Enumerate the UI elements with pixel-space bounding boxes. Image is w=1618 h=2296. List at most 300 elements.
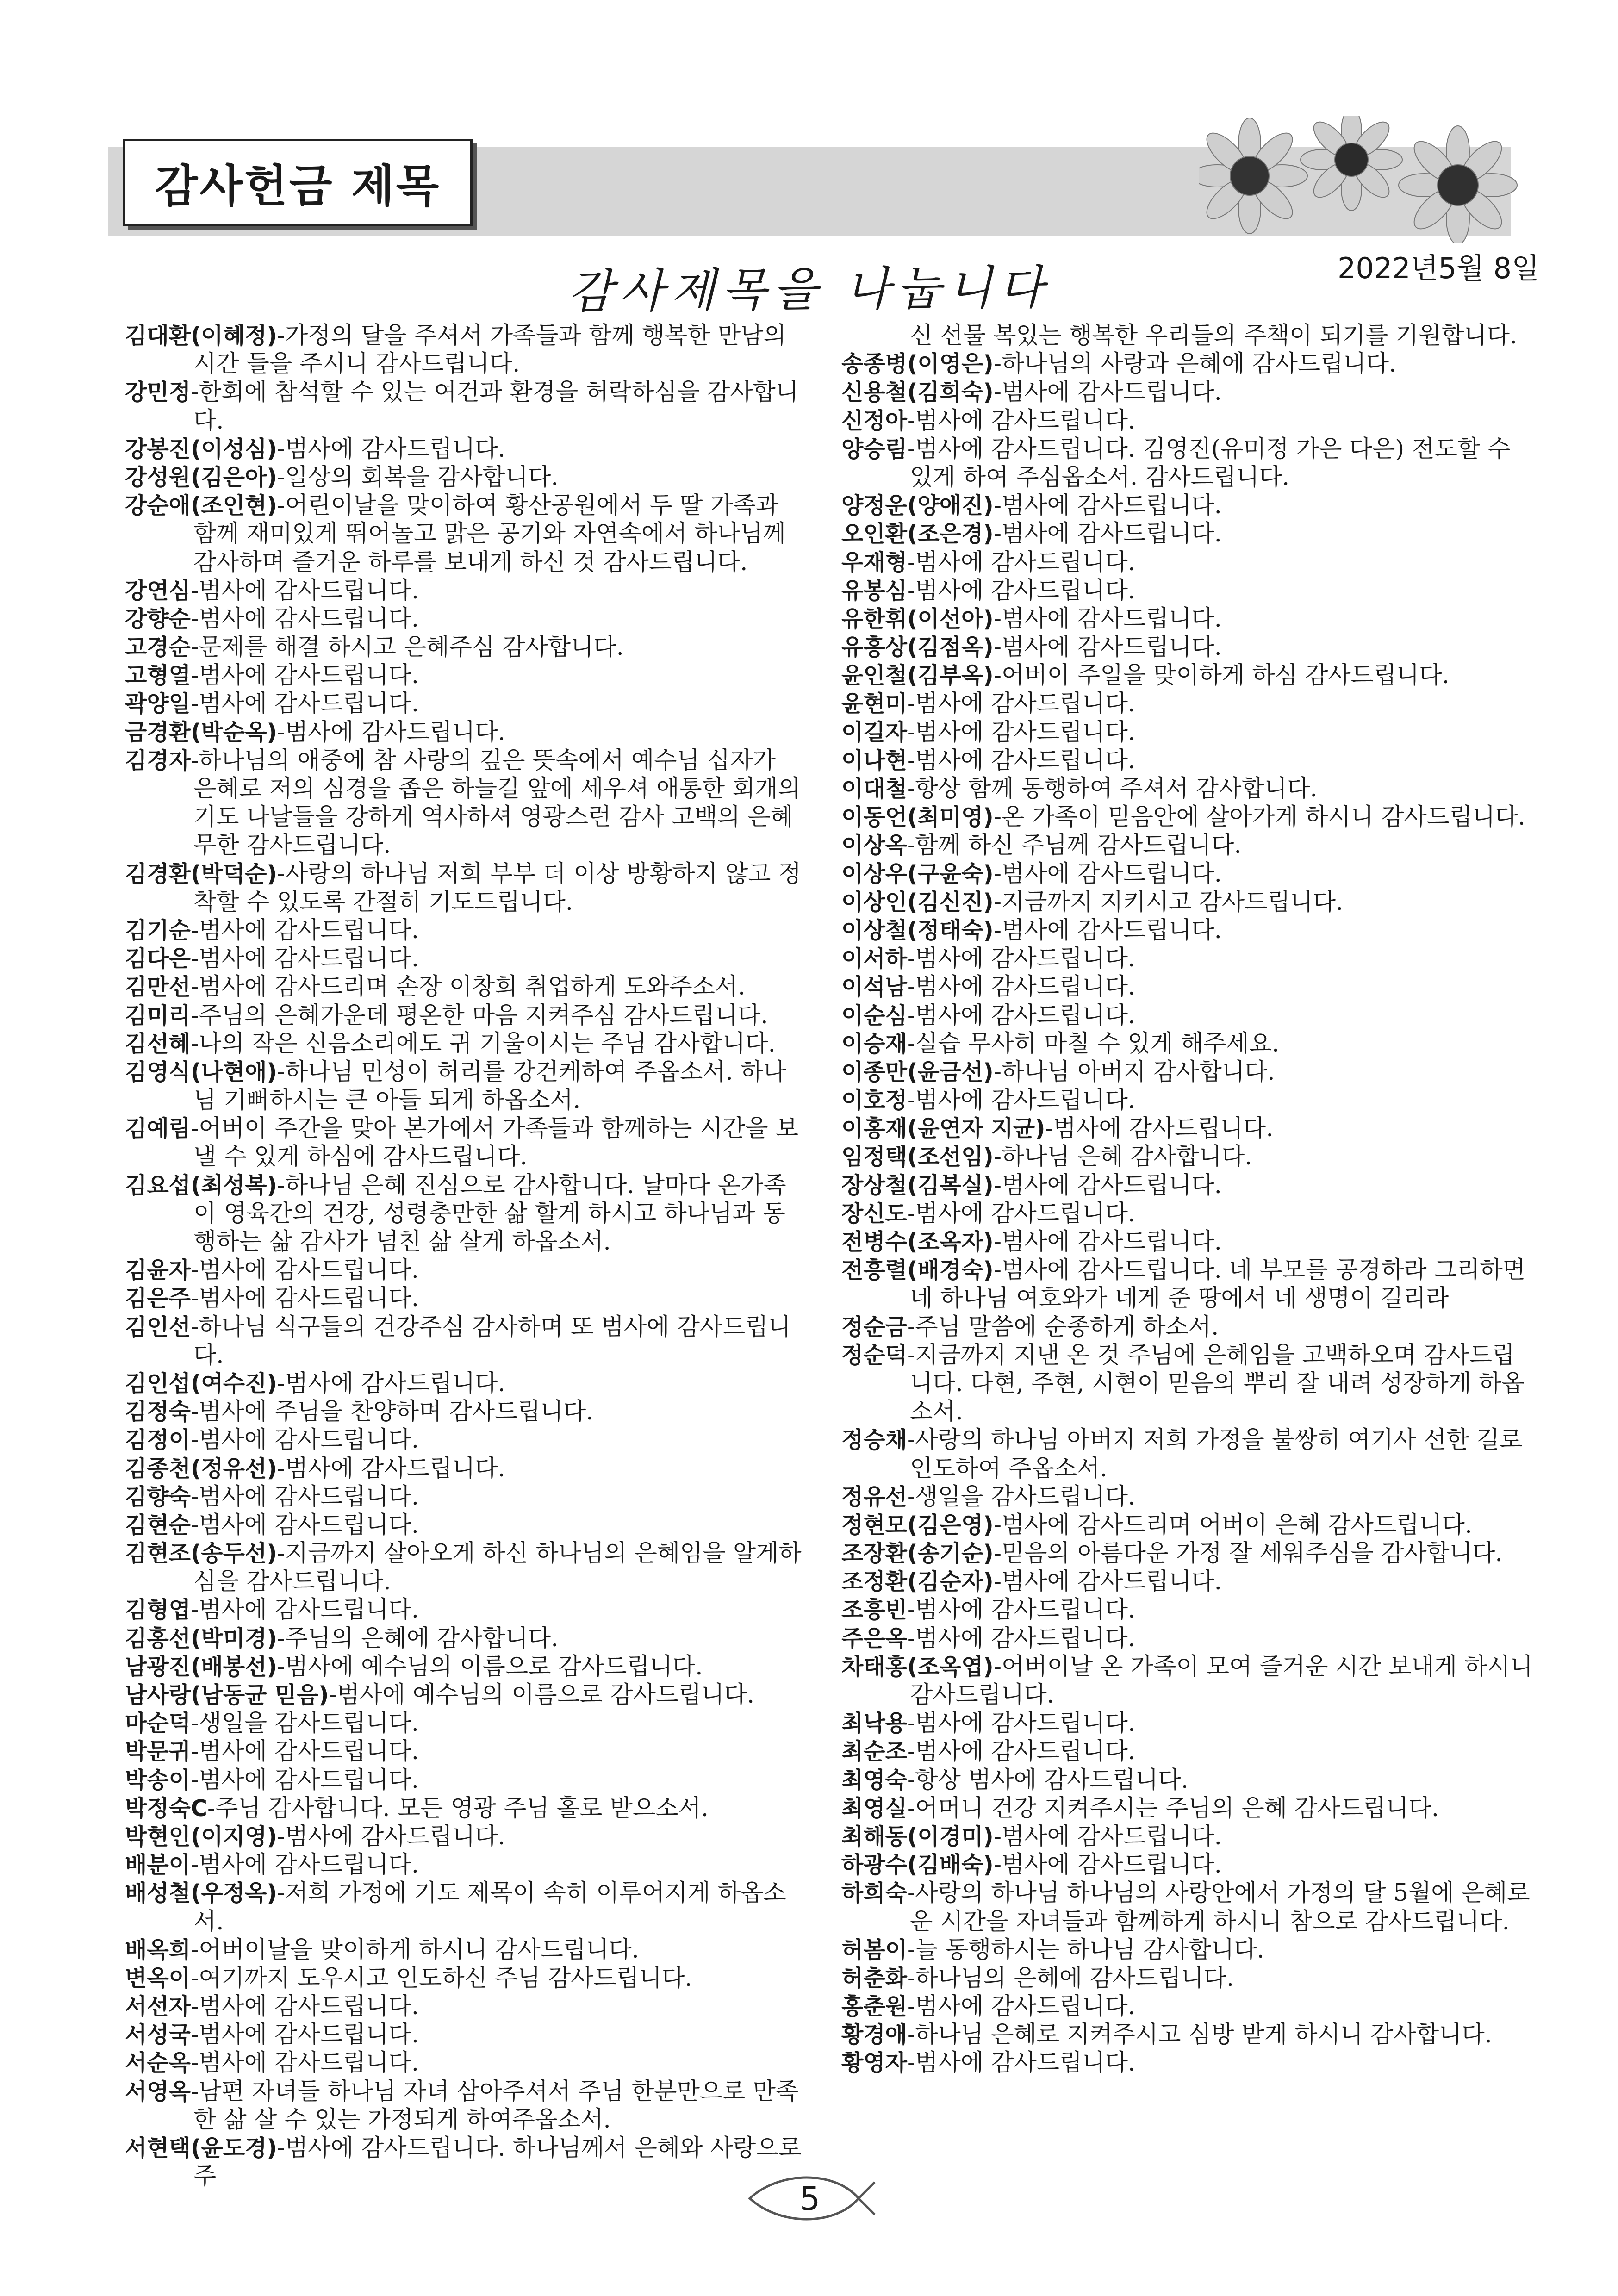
thanks-text: -범사에 감사드립니다. (907, 690, 1136, 718)
donor-name: 김현조(송두선) (125, 1540, 277, 1567)
thanks-text: -범사에 감사드립니다. (907, 548, 1136, 576)
list-item (125, 1766, 805, 1794)
donor-name: 최낙용 (841, 1710, 908, 1737)
thanks-text: -범사에 예수님의 이름으로 감사드립니다. (329, 1681, 755, 1709)
thanks-text: -늘 동행하시는 하나님 감사합니다. (907, 1936, 1264, 1964)
donor-name: 최영숙 (841, 1767, 908, 1793)
donor-name: 금경환(박순옥) (125, 719, 277, 746)
list-item (841, 407, 1536, 435)
thanks-text: -한회에 참석할 수 있는 여건과 환경을 허락하심을 감사합니다. (191, 379, 799, 435)
donor-name: 신정아 (841, 407, 908, 434)
list-item (841, 1200, 1536, 1228)
thanks-text: -범사에 감사드립니다. (907, 973, 1136, 1001)
list-item (125, 1681, 805, 1709)
list-item (125, 1256, 805, 1284)
thanks-text: -범사에 감사드립니다. (277, 1823, 505, 1850)
list-item (125, 1794, 805, 1823)
thanks-text: -범사에 감사드립니다. (191, 1257, 419, 1284)
thanks-text: -일상의 회복을 감사합니다. (277, 463, 559, 491)
list-item (841, 1058, 1536, 1086)
donor-name: 김현순 (125, 1512, 191, 1538)
list-item (841, 1002, 1536, 1030)
thanks-text: -어버이 주일을 맞이하게 하심 감사드립니다. (993, 662, 1450, 690)
donor-name: 이종만(윤금선) (841, 1058, 994, 1085)
list-item (841, 1823, 1536, 1851)
thanks-text: -지금까지 지낸 온 것 주님에 은혜임을 고백하오며 감사드립니다. 다현, 주현, 시현이 믿음의 뿌리 잘 내려 성장하게 하옵소서. (907, 1341, 1525, 1426)
list-item (125, 747, 805, 860)
thanks-text: -범사에 감사드립니다. (993, 916, 1222, 944)
list-item (125, 1851, 805, 1879)
thanks-text: -범사에 감사드립니다. (191, 1596, 419, 1624)
donor-name: 최해동(이경미) (841, 1823, 994, 1850)
list-item (841, 435, 1536, 492)
donor-name: 유봉심 (841, 577, 908, 604)
thanks-text: -범사에 감사드리며 손장 이창희 취업하게 도와주소서. (191, 973, 746, 1001)
donor-name: 윤현미 (841, 691, 908, 717)
thanks-text: -범사에 감사드립니다. (993, 1823, 1222, 1850)
list-item (841, 378, 1536, 406)
thanks-text: -범사에 감사드립니다. (191, 1511, 419, 1539)
donor-name: 양정운(양애진) (841, 492, 994, 519)
donor-name: 임정택(조선임) (841, 1144, 994, 1170)
list-item (841, 1030, 1536, 1058)
donor-name: 강향순 (125, 605, 191, 632)
thanks-text: -범사에 감사드립니다. (191, 605, 419, 633)
list-item (125, 2021, 805, 2049)
list-item (125, 435, 805, 463)
list-item (841, 860, 1536, 888)
donor-name: 김형엽 (125, 1597, 191, 1624)
donor-name: 전흥렬(배경숙) (841, 1257, 994, 1284)
donor-name: 김윤자 (125, 1257, 191, 1284)
thanks-text: -범사에 감사드립니다. (191, 577, 419, 604)
donor-name: 이대철 (841, 776, 908, 802)
thanks-text: -범사에 감사드립니다. (907, 1087, 1136, 1114)
donor-name: 변옥이 (125, 1965, 191, 1991)
list-item (841, 1794, 1536, 1823)
thanks-text: -항상 함께 동행하여 주셔서 감사합니다. (907, 775, 1318, 803)
donor-name: 차태홍(조옥엽) (841, 1653, 994, 1680)
donor-name: 홍춘원 (841, 1993, 908, 2020)
list-item (841, 1596, 1536, 1624)
donor-name: 서성국 (125, 2022, 191, 2048)
donor-name: 허춘화 (841, 1965, 908, 1991)
donor-name: 김정숙 (125, 1399, 191, 1425)
list-item (841, 916, 1536, 945)
list-item (125, 973, 805, 1001)
list-item (125, 2134, 805, 2190)
thanks-text: -지금까지 살아오게 하신 하나님의 은혜임을 알게하심을 감사드립니다. (193, 1540, 802, 1596)
thanks-text: -범사에 감사드립니다. (277, 435, 505, 463)
donor-name: 김홍선(박미경) (125, 1625, 277, 1652)
list-item (125, 1002, 805, 1030)
thanks-text: -범사에 감사드립니다. (907, 718, 1136, 746)
subtitle: 감사제목을 나눕니다 (567, 260, 1051, 319)
thanks-text: -실습 무사히 마칠 수 있게 해주세요. (907, 1030, 1280, 1058)
donor-name: 남광진(배봉선) (125, 1653, 277, 1680)
thanks-text: 신 선물 복있는 행복한 우리들의 주책이 되기를 기원합니다. (910, 322, 1518, 349)
thanks-text: -주님의 은혜에 감사합니다. (277, 1624, 559, 1652)
list-item (125, 1369, 805, 1398)
list-item (125, 492, 805, 577)
thanks-text: -하나님의 애중에 참 사랑의 깊은 뜻속에서 예수님 십자가 은혜로 저의 심경을 좁은 하늘길 앞에 세우셔 애통한 회개의 기도 나날들을 강하게 역사하셔 영광스런 감사 고백의 은혜 무한 감사드립니다. (191, 747, 801, 859)
thanks-text: -범사에 감사드립니다. (993, 379, 1222, 406)
list-item (841, 1624, 1536, 1653)
thanks-text: -범사에 감사드립니다. (907, 747, 1136, 774)
donor-name: 김선혜 (125, 1030, 191, 1057)
thanks-text: -주님의 은혜가운데 평온한 마음 지켜주심 감사드립니다. (191, 1002, 768, 1029)
donor-name: 김향숙 (125, 1483, 191, 1510)
list-item (125, 1596, 805, 1624)
donor-name: 강봉진(이성심) (125, 436, 277, 462)
donor-name: 이승재 (841, 1030, 908, 1057)
list-item (841, 888, 1536, 916)
donor-name: 이순심 (841, 1002, 908, 1029)
list-item (125, 605, 805, 633)
donor-name: 이석남 (841, 974, 908, 1001)
donor-name: 정현모(김은영) (841, 1512, 994, 1538)
donor-name: 이길자 (841, 719, 908, 746)
donor-name: 김미리 (125, 1002, 191, 1029)
thanks-text: -하나님 은혜 감사합니다. (993, 1143, 1252, 1171)
donor-name: 윤인철(김부옥) (841, 662, 994, 689)
thanks-text: -범사에 감사드립니다. (907, 407, 1136, 435)
thanks-text: -범사에 감사드립니다. (993, 1228, 1222, 1256)
list-item (841, 1228, 1536, 1256)
list-item (125, 378, 805, 435)
thanks-text: -범사에 감사드립니다. (993, 1851, 1222, 1879)
donor-name: 강순애(조인현) (125, 492, 277, 519)
list-item (841, 1426, 1536, 1482)
list-item (125, 1992, 805, 2021)
list-item (841, 1851, 1536, 1879)
thanks-text: -항상 범사에 감사드립니다. (907, 1766, 1189, 1794)
thanks-text: -범사에 감사드립니다. (907, 577, 1136, 604)
donor-name: 조정환(김순자) (841, 1568, 994, 1595)
donor-name: 서현택(윤도경) (125, 2135, 277, 2161)
list-item (125, 1879, 805, 1935)
list-item (841, 803, 1536, 831)
list-item (841, 1539, 1536, 1568)
list-item (841, 1511, 1536, 1539)
thanks-text: -범사에 감사드립니다. (993, 1171, 1222, 1199)
list-item (841, 661, 1536, 690)
list-item (841, 1737, 1536, 1766)
thanks-text: -온 가족이 믿음안에 살아가게 하시니 감사드립니다. (993, 803, 1525, 831)
thanks-text: -하나님 아버지 감사합니다. (993, 1058, 1275, 1086)
page-title: 감사헌금 제목 (123, 139, 473, 226)
thanks-text: -어버이날 온 가족이 모여 즐거운 시간 보내게 하시니 감사드립니다. (910, 1653, 1533, 1709)
list-item (125, 1653, 805, 1681)
list-item (125, 463, 805, 492)
list-item (841, 1341, 1536, 1426)
donor-name: 유흥상(김점옥) (841, 634, 994, 661)
list-item (841, 718, 1536, 747)
donor-name: 유한휘(이선아) (841, 605, 994, 632)
list-item (841, 690, 1536, 718)
list-item (125, 1737, 805, 1766)
thanks-text: -어버이날을 맞이하게 하시니 감사드립니다. (191, 1936, 639, 1964)
donor-name: 양승림 (841, 436, 908, 462)
thanks-text: -범사에 감사드립니다. (907, 2049, 1136, 2077)
thanks-text: -여기까지 도우시고 인도하신 주님 감사드립니다. (191, 1964, 692, 1992)
thanks-text: -문제를 해결 하시고 은혜주심 감사합니다. (191, 634, 624, 661)
list-item (125, 661, 805, 690)
list-item (841, 520, 1536, 548)
thanks-text: -범사에 감사드립니다. (993, 634, 1222, 661)
donor-name: 강성원(김은아) (125, 464, 277, 491)
donor-name: 전병수(조옥자) (841, 1229, 994, 1255)
donor-name: 마순덕 (125, 1710, 191, 1737)
thanks-text: -범사에 감사드립니다. (993, 520, 1222, 548)
list-item (125, 1058, 805, 1114)
thanks-text: -범사에 감사드립니다. (191, 2021, 419, 2049)
donor-name: 김인선 (125, 1313, 191, 1340)
donor-name: 조흥빈 (841, 1597, 908, 1624)
donor-name: 배옥희 (125, 1936, 191, 1963)
donor-name: 김예림 (125, 1115, 191, 1142)
list-item (841, 1483, 1536, 1511)
list-item (841, 747, 1536, 775)
list-item (125, 945, 805, 973)
donor-name: 서순옥 (125, 2050, 191, 2077)
list-item (125, 1823, 805, 1851)
list-item (841, 2049, 1536, 2077)
list-item (125, 1936, 805, 1964)
right-column (841, 322, 1536, 2078)
thanks-text: -주님 감사합니다. 모든 영광 주님 홀로 받으소서. (207, 1794, 709, 1822)
thanks-text: -범사에 감사드립니다. (191, 1426, 419, 1454)
thanks-text: -생일을 감사드립니다. (907, 1483, 1136, 1511)
thanks-text: -하나님 민성이 허리를 강건케하여 주옵소서. 하나님 기뻐하시는 큰 아들 되게 하옵소서. (193, 1058, 786, 1114)
thanks-text: -사랑의 하나님 하나님의 사랑안에서 가정의 달 5월에 은혜로운 시간을 자녀들과 함께하게 하시니 참으로 감사드립니다. (907, 1879, 1530, 1935)
donor-name: 고경순 (125, 634, 191, 661)
thanks-text: -어린이날을 맞이하여 황산공원에서 두 딸 가족과 함께 재미있게 뛰어놀고 맑은 공기와 자연속에서 하나님께 감사하며 즐거운 하루를 보내게 하신 것 감사드립니다. (193, 492, 786, 576)
thanks-text: -범사에 감사드립니다. (191, 1993, 419, 2021)
list-item (841, 1766, 1536, 1794)
thanks-text: -범사에 감사드립니다. (993, 492, 1222, 520)
donor-name: 배성철(우정옥) (125, 1880, 277, 1907)
thanks-text: -범사에 감사드립니다. (907, 1993, 1136, 2021)
thanks-text: -남편 자녀들 하나님 자녀 삼아주셔서 주님 한분만으로 만족한 삶 살 수 있는 가정되게 하여주옵소서. (191, 2078, 799, 2134)
list-item (841, 548, 1536, 577)
donor-name: 이나현 (841, 747, 908, 774)
donor-name: 박송이 (125, 1767, 191, 1793)
list-item (841, 1171, 1536, 1200)
list-item (841, 831, 1536, 859)
donor-name: 최영실 (841, 1795, 908, 1822)
list-item (841, 1313, 1536, 1341)
thanks-text: -범사에 감사드립니다. (191, 690, 419, 718)
donor-name: 김경자 (125, 747, 191, 774)
donor-name: 정유선 (841, 1483, 908, 1510)
thanks-text: -범사에 감사드립니다. (907, 1710, 1136, 1737)
donor-name: 오인환(조은경) (841, 521, 994, 548)
list-item (841, 322, 1536, 350)
thanks-text: -하나님의 사랑과 은혜에 감사드립니다. (993, 350, 1397, 378)
donor-name: 배분이 (125, 1852, 191, 1879)
donor-name: 이동언(최미영) (841, 804, 994, 831)
donor-name: 조장환(송기순) (841, 1540, 994, 1567)
list-item (841, 1653, 1536, 1709)
thanks-text: -사랑의 하나님 저희 부부 더 이상 방황하지 않고 정착할 수 있도록 간절히 기도드립니다. (193, 860, 802, 916)
list-item (125, 1511, 805, 1539)
donor-name: 김만선 (125, 974, 191, 1001)
donor-name: 김영식(나현애) (125, 1058, 277, 1085)
donor-name: 박문귀 (125, 1738, 191, 1765)
page-number: 5 (799, 2180, 821, 2218)
list-item (841, 2021, 1536, 2049)
donor-name: 김은주 (125, 1285, 191, 1312)
thanks-text: -범사에 감사드립니다. (1045, 1115, 1274, 1143)
list-item (125, 1426, 805, 1454)
thanks-text: -어버이 주간을 맞아 본가에서 가족들과 함께하는 시간을 보낼 수 있게 하심에 감사드립니다. (191, 1115, 799, 1171)
donor-name: 하희숙 (841, 1880, 908, 1907)
thanks-text: -범사에 감사드립니다. (191, 916, 419, 944)
donor-name: 황경애 (841, 2022, 908, 2048)
list-item (841, 973, 1536, 1001)
thanks-text: -범사에 감사드립니다. (907, 1596, 1136, 1624)
thanks-text: -나의 작은 신음소리에도 귀 기울이시는 주님 감사합니다. (191, 1030, 776, 1058)
thanks-text: -저희 가정에 기도 제목이 속히 이루어지게 하옵소서. (193, 1879, 786, 1935)
list-item (841, 945, 1536, 973)
list-item (125, 2078, 805, 2134)
thanks-text: -함께 하신 주님께 감사드립니다. (907, 832, 1242, 859)
list-item (841, 775, 1536, 803)
donor-name: 서영옥 (125, 2078, 191, 2105)
donor-name: 박정숙C (125, 1795, 207, 1822)
list-item (125, 690, 805, 718)
thanks-text: -범사에 감사드리며 어버이 은혜 감사드립니다. (993, 1511, 1473, 1539)
donor-name: 이상옥 (841, 832, 908, 859)
donor-name: 주은옥 (841, 1625, 908, 1652)
donor-name: 하광수(김배숙) (841, 1852, 994, 1879)
list-item (125, 1284, 805, 1313)
donor-name: 김요섭(최성복) (125, 1172, 277, 1199)
list-item (125, 1455, 805, 1483)
thanks-text: -범사에 감사드립니다. (993, 605, 1222, 633)
list-item (841, 1256, 1536, 1313)
donor-name: 서선자 (125, 1993, 191, 2020)
donor-name: 장상철(김복실) (841, 1172, 994, 1199)
thanks-text: -범사에 주님을 찬양하며 감사드립니다. (191, 1398, 594, 1426)
donor-name: 김다은 (125, 946, 191, 972)
donor-name: 이서하 (841, 946, 908, 972)
donor-name: 정승채 (841, 1427, 908, 1454)
donor-name: 박현인(이지영) (125, 1823, 277, 1850)
donor-name: 강민정 (125, 379, 191, 406)
donor-name: 김종천(정유선) (125, 1455, 277, 1482)
thanks-text: -범사에 감사드립니다. (907, 1002, 1136, 1029)
thanks-text: -범사에 감사드립니다. (277, 1455, 505, 1482)
donor-name: 이홍재(윤연자 지균) (841, 1115, 1045, 1142)
list-item (841, 1936, 1536, 1964)
donor-name: 신용철(김희숙) (841, 379, 994, 406)
thanks-text: -범사에 감사드립니다. (191, 662, 419, 690)
thanks-text: -주님 말씀에 순종하게 하소서. (907, 1313, 1219, 1341)
donor-name: 이상우(구윤숙) (841, 860, 994, 887)
thanks-text: -범사에 감사드립니다. (907, 1200, 1136, 1227)
list-item (841, 1709, 1536, 1737)
list-item (125, 1313, 805, 1369)
thanks-text: -범사에 감사드립니다. (191, 945, 419, 973)
list-item (841, 350, 1536, 378)
list-item (125, 718, 805, 747)
thanks-text: -어머니 건강 지켜주시는 주님의 은혜 감사드립니다. (907, 1794, 1439, 1822)
thanks-text: -믿음의 아름다운 가정 잘 세워주심을 감사합니다. (993, 1540, 1503, 1568)
thanks-text: -범사에 감사드립니다. 김영진(유미정 가은 다은) 전도할 수 있게 하여 주심옵소서. 감사드립니다. (907, 435, 1511, 491)
list-item (125, 1171, 805, 1257)
list-item (841, 577, 1536, 605)
donor-name: 정순금 (841, 1313, 908, 1340)
thanks-text: -범사에 감사드립니다. 네 부모를 공경하라 그리하면 네 하나님 여호와가 네게 준 땅에서 네 생명이 길리라 (910, 1257, 1525, 1313)
donor-name: 김인섭(여수진) (125, 1370, 277, 1397)
donor-name: 이호정 (841, 1087, 908, 1114)
thanks-text: -범사에 감사드립니다. (191, 1738, 419, 1766)
thanks-text: -범사에 감사드립니다. (191, 1766, 419, 1794)
donor-name: 김경환(박덕순) (125, 860, 277, 887)
donor-name: 김대환(이혜정) (125, 323, 277, 349)
list-item (125, 1030, 805, 1058)
list-item (125, 916, 805, 945)
list-item (841, 1114, 1536, 1143)
list-item (125, 322, 805, 378)
list-item (125, 1964, 805, 1992)
thanks-text: -생일을 감사드립니다. (191, 1710, 419, 1737)
list-item (841, 633, 1536, 661)
list-item (125, 1624, 805, 1653)
thanks-text: -범사에 감사드립니다. (907, 1738, 1136, 1766)
list-item (125, 2049, 805, 2077)
thanks-text: -범사에 예수님의 이름으로 감사드립니다. (277, 1653, 703, 1680)
list-item (841, 1143, 1536, 1171)
thanks-text: -범사에 감사드립니다. (191, 1851, 419, 1879)
list-item (125, 1483, 805, 1511)
list-item (125, 860, 805, 916)
list-item (841, 1992, 1536, 2021)
list-item (841, 492, 1536, 520)
thanks-text: -사랑의 하나님 아버지 저희 가정을 불쌍히 여기사 선한 길로 인도하여 주옵소서. (907, 1426, 1523, 1482)
donor-name: 최순조 (841, 1738, 908, 1765)
list-item (841, 1964, 1536, 1992)
thanks-text: -하나님 식구들의 건강주심 감사하며 또 범사에 감사드립니다. (191, 1313, 791, 1369)
issue-date: 2022년5월 8일 (1337, 251, 1539, 285)
thanks-text: -지금까지 지키시고 감사드립니다. (993, 888, 1344, 916)
thanks-text: -하나님 은혜 진심으로 감사합니다. 날마다 온가족이 영육간의 건강, 성령충만한 삶 할게 하시고 하나님과 동행하는 삶 감사가 넘친 삶 살게 하옵소서. (193, 1171, 786, 1256)
thanks-text: -범사에 감사드립니다. (907, 1624, 1136, 1652)
thanks-text: -범사에 감사드립니다. (191, 2049, 419, 2077)
list-item (125, 633, 805, 661)
donor-name: 허봄이 (841, 1936, 908, 1963)
donor-name: 장신도 (841, 1200, 908, 1227)
thanks-text: -범사에 감사드립니다. (277, 718, 505, 746)
thanks-text: -범사에 감사드립니다. (191, 1483, 419, 1511)
thanks-text: -범사에 감사드립니다. (191, 1285, 419, 1313)
donor-name: 우재형 (841, 549, 908, 576)
thanks-text: -범사에 감사드립니다. (277, 1369, 505, 1397)
donor-name: 김기순 (125, 917, 191, 944)
sunflower-image (1199, 116, 1532, 243)
thanks-text: -범사에 감사드립니다. (993, 1568, 1222, 1596)
list-item (841, 1568, 1536, 1596)
list-item (125, 1398, 805, 1426)
list-item (125, 1114, 805, 1171)
thanks-text: -하나님의 은혜에 감사드립니다. (907, 1964, 1234, 1992)
donor-name: 이상철(정태숙) (841, 917, 994, 944)
thanks-text: -가정의 달을 주셔서 가족들과 함께 행복한 만남의 시간 들을 주시니 감사드립니다. (193, 322, 786, 378)
list-item (125, 577, 805, 605)
donor-name: 송종병(이영은) (841, 351, 994, 378)
